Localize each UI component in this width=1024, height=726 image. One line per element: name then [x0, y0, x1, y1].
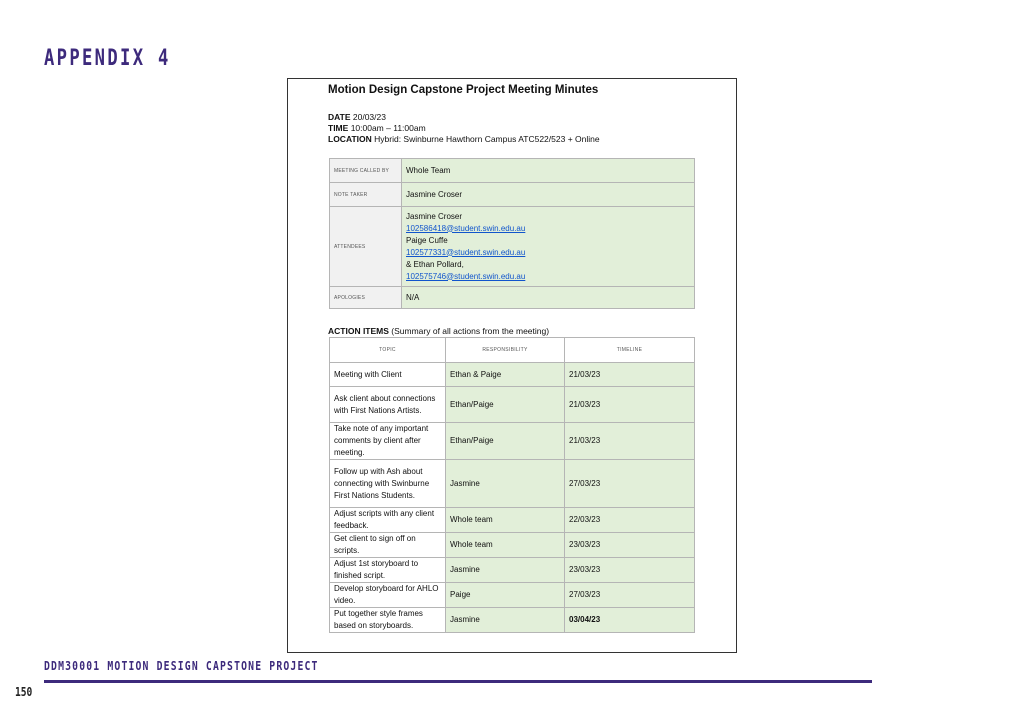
- action-topic: Adjust 1st storyboard to finished script.: [330, 558, 446, 583]
- action-item-row: [330, 583, 695, 608]
- apologies-label: APOLOGIES: [330, 287, 402, 309]
- action-timeline: 03/04/23: [565, 608, 695, 633]
- action-topic: Adjust scripts with any client feedback.: [330, 508, 446, 533]
- action-item-row: [330, 533, 695, 558]
- action-topic: Follow up with Ash about connecting with Swinburne First Nations Students.: [330, 460, 446, 508]
- column-header-topic: TOPIC: [330, 338, 446, 363]
- action-topic: Ask client about connections with First Nations Artists.: [330, 387, 446, 423]
- action-item-row: [330, 558, 695, 583]
- action-topic: Meeting with Client: [330, 363, 446, 387]
- time-label: TIME: [328, 123, 349, 133]
- action-items-table: [329, 337, 695, 633]
- location-value: Hybrid: Swinburne Hawthorn Campus ATC522/523 + Online: [374, 134, 600, 144]
- action-item-row: [330, 508, 695, 533]
- action-item-row: [330, 363, 695, 387]
- action-item-row: [330, 387, 695, 423]
- action-topic: Take note of any important comments by client after meeting.: [330, 423, 446, 460]
- called-by-label: MEETING CALLED BY: [330, 159, 402, 183]
- column-header-timeline: TIMELINE: [565, 338, 695, 363]
- action-topic: Get client to sign off on scripts.: [330, 533, 446, 558]
- action-items-header-row: [330, 338, 695, 363]
- note-taker-value: Jasmine Croser: [402, 183, 695, 207]
- action-timeline: 27/03/23: [565, 460, 695, 508]
- action-timeline: 23/03/23: [565, 558, 695, 583]
- action-items-heading-bold: ACTION ITEMS: [328, 326, 389, 336]
- called-by-row: [330, 159, 695, 183]
- attendees-label: ATTENDEES: [330, 207, 402, 287]
- attendee-email-link[interactable]: 102577331@student.swin.edu.au: [406, 247, 526, 257]
- location-label: LOCATION: [328, 134, 372, 144]
- meeting-minutes-document: [287, 78, 737, 653]
- action-timeline: 21/03/23: [565, 423, 695, 460]
- document-title: Motion Design Capstone Project Meeting Minutes: [328, 84, 599, 96]
- action-item-row: [330, 423, 695, 460]
- apologies-value: N/A: [402, 287, 695, 309]
- note-taker-label: NOTE TAKER: [330, 183, 402, 207]
- action-items-body: [330, 363, 695, 633]
- location-line: [328, 134, 600, 144]
- action-item-row: [330, 608, 695, 633]
- attendee-email-link[interactable]: 102586418@student.swin.edu.au: [406, 223, 526, 233]
- meeting-info-table: [329, 158, 695, 309]
- action-responsibility: Jasmine: [446, 558, 565, 583]
- attendee-name: Jasmine Croser: [406, 211, 463, 221]
- note-taker-row: [330, 183, 695, 207]
- attendee-name: Paige Cuffe: [406, 235, 448, 245]
- action-topic: Develop storyboard for AHLO video.: [330, 583, 446, 608]
- action-items-heading: [328, 326, 549, 336]
- footer-divider: [44, 680, 872, 683]
- time-value: 10:00am – 11:00am: [350, 123, 426, 133]
- action-responsibility: Jasmine: [446, 460, 565, 508]
- called-by-value: Whole Team: [402, 159, 695, 183]
- footer-course-title: DDM30001 MOTION DESIGN CAPSTONE PROJECT: [44, 658, 319, 673]
- action-responsibility: Ethan/Paige: [446, 387, 565, 423]
- attendees-value: [402, 207, 695, 287]
- time-line: [328, 123, 426, 133]
- action-topic: Put together style frames based on storyboards.: [330, 608, 446, 633]
- attendee-name: & Ethan Pollard,: [406, 259, 464, 269]
- action-responsibility: Whole team: [446, 508, 565, 533]
- action-responsibility: Ethan/Paige: [446, 423, 565, 460]
- date-label: DATE: [328, 112, 351, 122]
- page-number: 150: [15, 685, 33, 699]
- action-timeline: 22/03/23: [565, 508, 695, 533]
- attendees-row: [330, 207, 695, 287]
- action-item-row: [330, 460, 695, 508]
- date-line: [328, 112, 386, 122]
- action-timeline: 21/03/23: [565, 387, 695, 423]
- action-timeline: 27/03/23: [565, 583, 695, 608]
- column-header-responsibility: RESPONSIBILITY: [446, 338, 565, 363]
- action-responsibility: Jasmine: [446, 608, 565, 633]
- date-value: 20/03/23: [352, 112, 386, 122]
- attendee-email-link[interactable]: 102575746@student.swin.edu.au: [406, 271, 526, 281]
- action-responsibility: Paige: [446, 583, 565, 608]
- appendix-title: APPENDIX 4: [44, 46, 171, 71]
- action-timeline: 21/03/23: [565, 363, 695, 387]
- action-timeline: 23/03/23: [565, 533, 695, 558]
- action-responsibility: Whole team: [446, 533, 565, 558]
- action-items-heading-note: (Summary of all actions from the meeting): [388, 326, 550, 336]
- action-responsibility: Ethan & Paige: [446, 363, 565, 387]
- apologies-row: [330, 287, 695, 309]
